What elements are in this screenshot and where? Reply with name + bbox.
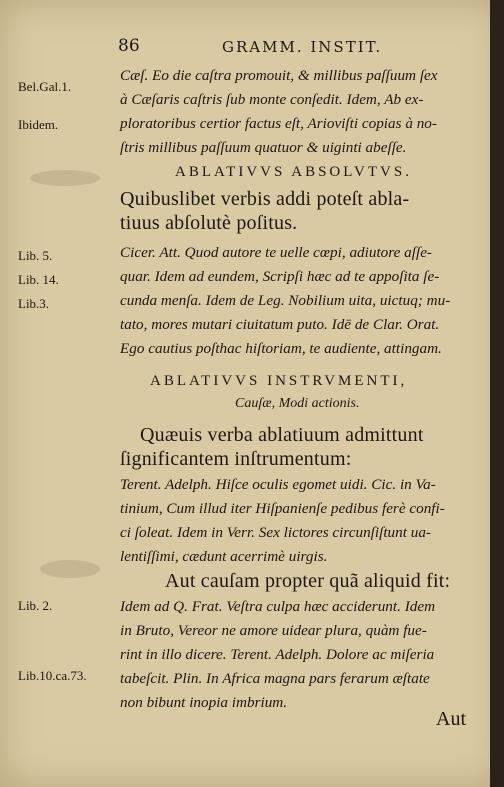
text-line: Idem ad Q. Frat. Veſtra culpa hæc acciderunt. Idem [120, 598, 436, 615]
margin-note: Lib. 5. [18, 248, 53, 263]
margin-note: Lib.10.ca.73. [18, 668, 87, 683]
text-line: Ego cautius poſthac hiſtoriam, te audiente, attingam. [120, 340, 442, 357]
text-line: in Bruto, Vereor ne amore uidear plura, quàm fue- [120, 622, 427, 639]
rule-text: ſignificantem inſtrumentum: [120, 448, 352, 470]
text-line: Terent. Adelph. Hiſce oculis egomet uidi. Cic. in Va- [120, 476, 436, 493]
text-line: tabeſcit. Plin. In Africa magna pars ferarum æſtate [120, 670, 430, 687]
text-line: rint in illo dicere. Terent. Adelph. Dolore ac miſeria [120, 646, 435, 663]
margin-note: Lib. 14. [18, 272, 59, 287]
text-line: à Cæſaris caſtris ſub monte conſedit. Idem, Ab ex- [120, 91, 424, 108]
ink-bleed [30, 170, 100, 186]
rule-text: Quibuslibet verbis addi poteſt abla- [120, 188, 410, 210]
text-line: tinium, Cum illud iter Hiſpanienſe pedibus ferè confi- [120, 500, 445, 517]
text-line: Cæſ. Eo die caſtra promouit, & millibus paſſuum ſex [120, 67, 438, 84]
page-edge-shadow [490, 0, 504, 787]
text-line: cunda menſa. Idem de Leg. Nobilium uita, uictuq; mu- [120, 292, 451, 309]
text-line: Cicer. Att. Quod autore te uelle cœpi, adiutore aſſe- [120, 244, 432, 261]
margin-note: Lib. 2. [18, 598, 53, 613]
text-line: ci ſoleat. Idem in Verr. Sex lictores circunſiſtunt ua- [120, 524, 431, 541]
text-line: non bibunt inopia imbrium. [120, 694, 288, 711]
section-subheading: Cauſæ, Modi actionis. [235, 396, 360, 411]
text-line: lentiſſimi, cædunt acerrimè uirgis. [120, 548, 328, 565]
rule-text: tiuus abſolutè poſitus. [120, 212, 298, 234]
section-heading: ABLATIVVS ABSOLVTVS. [175, 164, 412, 180]
margin-note: Bel.Gal.1. [18, 79, 72, 94]
margin-note: Lib.3. [18, 296, 50, 311]
ink-bleed [40, 560, 100, 578]
text-line: ploratoribus certior factus eſt, Arioviſti copias à no- [120, 115, 437, 132]
catchword: Aut [436, 708, 466, 730]
rule-text: Quæuis verba ablatiuum admittunt [140, 424, 424, 446]
running-head: GRAMM. INSTIT. [222, 38, 383, 56]
text-line: quar. Idem ad eundem, Scripſi hæc ad te appoſita ſe- [120, 268, 440, 285]
section-heading: ABLATIVVS INSTRVMENTI, [150, 373, 408, 389]
rule-text: Aut cauſam propter quã aliquid fit: [165, 570, 451, 592]
text-line: ſtris millibus paſſuum quatuor & uiginti abeſſe. [120, 139, 407, 156]
margin-note: Ibidem. [18, 117, 59, 132]
text-line: tato, mores mutari ciuitatum puto. Idē de Clar. Orat. [120, 316, 440, 333]
page-number: 86 [118, 36, 140, 56]
page-header [118, 36, 418, 58]
